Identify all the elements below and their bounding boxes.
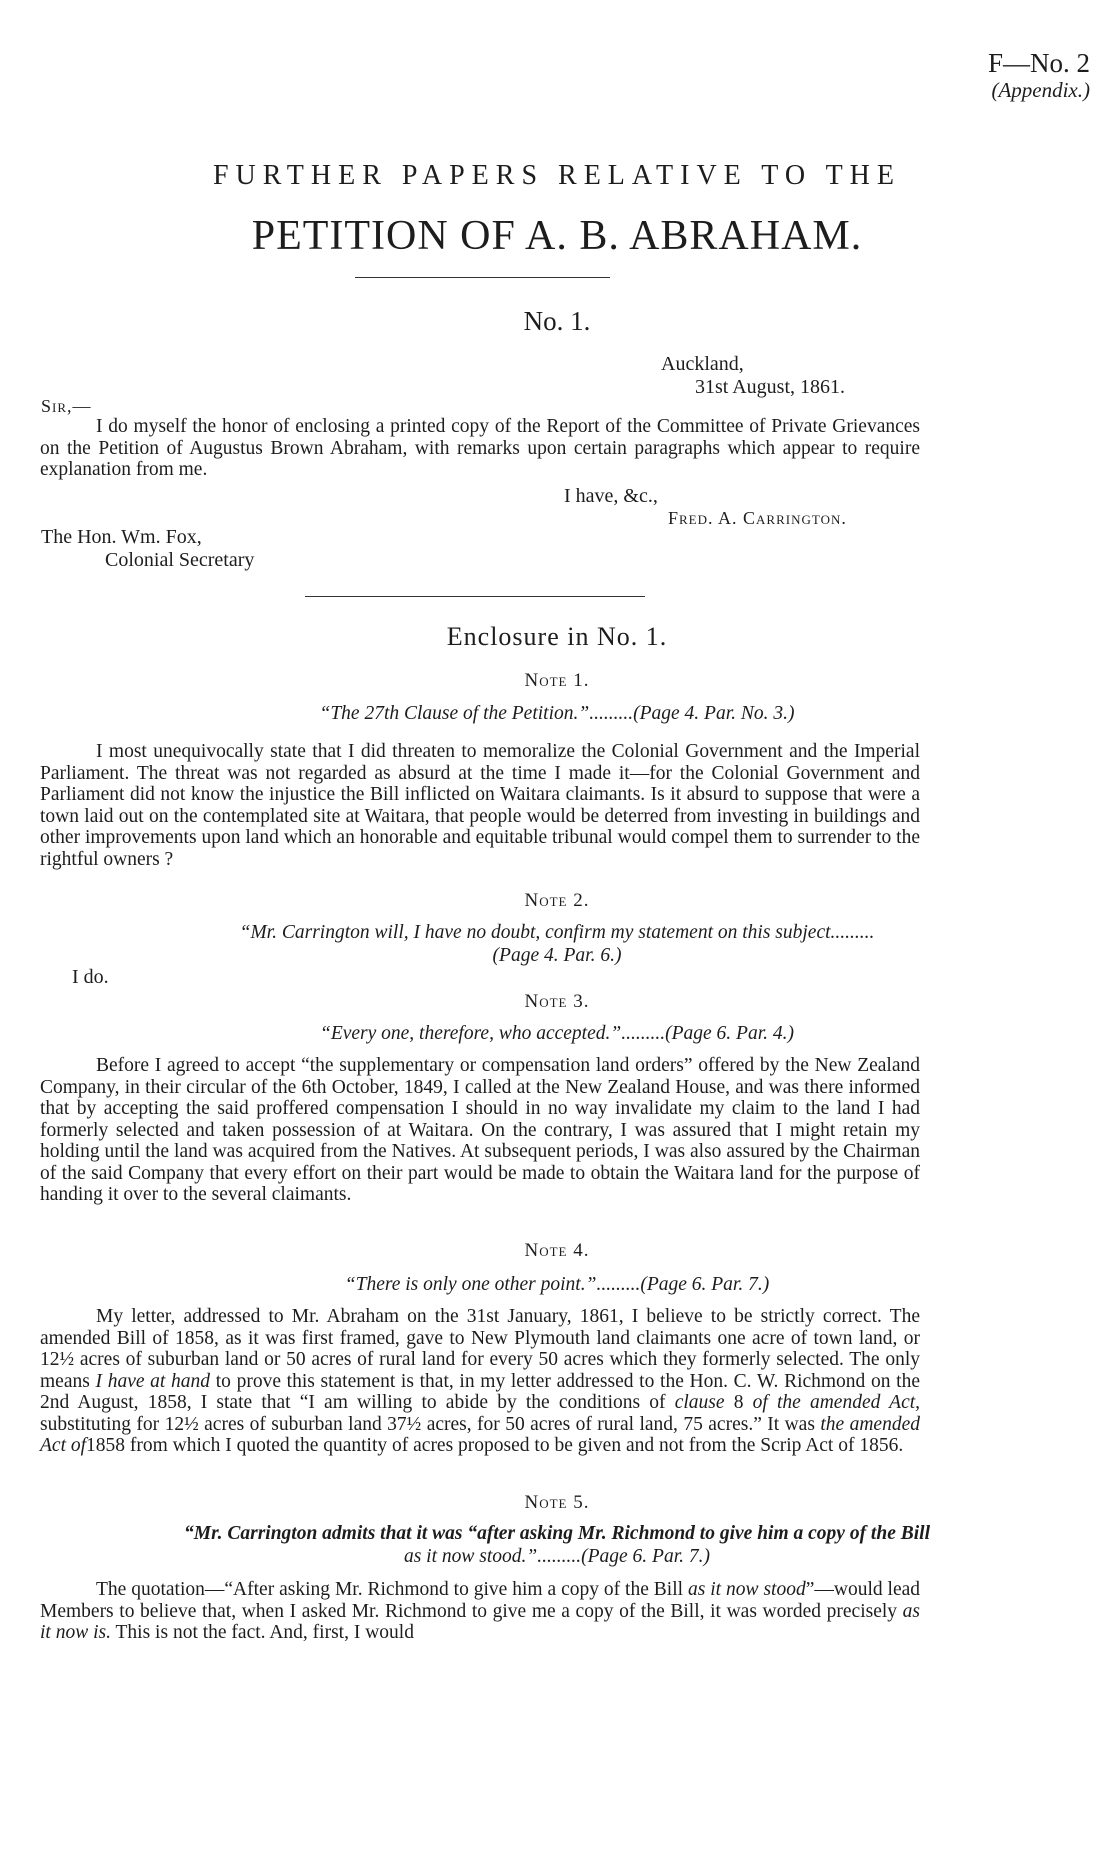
note-2-quote: “Mr. Carrington will, I have no doubt, confirm my statement on this subject.........	[239, 922, 875, 943]
note-2-text: I do.	[72, 966, 109, 988]
note-4-body	[40, 1306, 920, 1457]
letter-body	[40, 416, 920, 481]
note-1-label: Note 1.	[524, 670, 590, 691]
note-1-quote-text: “The 27th Clause of the Petition.”.........	[319, 703, 634, 724]
note-5-body	[40, 1579, 920, 1644]
note-5-emphasis-2: as it now is.	[40, 1600, 920, 1643]
note-4-quote-text: “There is only one other point.”.........	[344, 1274, 641, 1295]
page-title: PETITION OF A. B. ABRAHAM.	[251, 213, 863, 259]
note-5-text-1: The quotation—“After asking Mr. Richmond to give him a copy of the Bill	[96, 1579, 684, 1600]
addressee-line-1: The Hon. Wm. Fox,	[41, 526, 202, 548]
addressee-line-2: Colonial Secretary	[105, 549, 255, 571]
letter-place: Auckland,	[661, 353, 744, 375]
letter-salutation: Sir,—	[41, 396, 92, 416]
section-divider	[305, 596, 645, 597]
letter-date: 31st August, 1861.	[695, 376, 846, 398]
appendix-label: (Appendix.)	[991, 78, 1090, 102]
note-4-emphasis-3: of the amended Act,	[752, 1392, 921, 1413]
note-4-label: Note 4.	[524, 1240, 590, 1261]
note-4-ref: (Page 6. Par. 7.)	[640, 1274, 770, 1295]
note-4-text-4: substituting for 12½ acres of suburban land 37½ acres, for 50 acres of rural land, 75 acres.” It was	[40, 1413, 815, 1435]
letter-closing: I have, &c.,	[564, 485, 658, 507]
note-1-quote	[0, 703, 1114, 725]
note-3-quote	[0, 1023, 1114, 1045]
note-1-ref: (Page 4. Par. No. 3.)	[633, 703, 795, 724]
note-3-label: Note 3.	[524, 991, 590, 1012]
note-5-quote-text: as it now stood.”.........	[403, 1546, 582, 1567]
title-divider	[355, 277, 610, 278]
note-4-text-2: to prove this statement is that, in my letter addressed to the Hon. C. W. Richmond on the 2nd August, 1858, I state that “I am willing to abide by the conditions of	[40, 1370, 921, 1413]
document-reference: F—No. 2	[987, 48, 1090, 78]
note-4-quote	[0, 1274, 1114, 1296]
note-2-label: Note 2.	[524, 890, 590, 911]
letter-body-text: I do myself the honor of enclosing a printed copy of the Report of the Committee of Private Grievances on the Petition of Augustus Brown Abraham, with remarks upon certain paragraphs which appear to require explanation from me.	[40, 416, 920, 480]
title-line-1: FURTHER PAPERS RELATIVE TO THE	[212, 160, 902, 191]
note-4-emphasis-2: clause	[674, 1392, 725, 1413]
note-4-text-1: My letter, addressed to Mr. Abraham on the 31st January, 1861, I believe to be strictly correct. The amended Bill of 1858, as it was first framed, gave to New Plymouth land claimants one acre of town land, or 12½ acres of suburban land or 50 acres of rural land for every 50 acres which they formerly selected. The only means	[40, 1306, 920, 1392]
letter-number: No. 1.	[523, 306, 591, 336]
note-3-text: Before I agreed to accept “the supplementary or compensation land orders” offered by the New Zealand Company, in their circular of the 6th October, 1849, I called at the New Zealand House, and was there informed that by accepting the said proffered compensation I should in no way invalidate my claim to the land I had formerly selected and taken possession of at Waitara. On the contrary, I was assured that I might retain my holding until the land was acquired from the Natives. At subsequent periods, I was also assured by the Chairman of the said Company that every effort on their part would be made to obtain the Waitara land for the purpose of handing it over to the several claimants.	[40, 1055, 920, 1205]
note-3-ref: (Page 6. Par. 4.)	[665, 1023, 795, 1044]
note-4-text-5: 1858 from which I quoted the quantity of acres proposed to be given and not from the Scrip Act of 1856.	[86, 1435, 904, 1456]
enclosure-title: Enclosure in No. 1.	[446, 622, 668, 651]
note-5-quote-line-1: “Mr. Carrington admits that it was “after asking Mr. Richmond to give him a copy of the Bill	[184, 1523, 930, 1544]
note-4-emphasis-1: I have at hand	[95, 1370, 211, 1392]
note-5-text-3: This is not the fact. And, first, I would	[115, 1622, 414, 1643]
note-4-text-3: 8	[733, 1392, 744, 1413]
note-1-body	[40, 741, 920, 870]
note-2-ref: (Page 4. Par. 6.)	[492, 945, 622, 966]
letter-signature: Fred. A. Carrington.	[668, 508, 847, 528]
note-5-ref: (Page 6. Par. 7.)	[581, 1546, 711, 1567]
note-3-quote-text: “Every one, therefore, who accepted.”.........	[319, 1023, 666, 1044]
note-4-emphasis-4: the amended Act of	[40, 1413, 920, 1456]
note-5-quote-line-2	[0, 1546, 1114, 1568]
note-1-text: I most unequivocally state that I did threaten to memoralize the Colonial Government and the Imperial Parliament. The threat was not regarded as absurd at the time I made it—for the Colonial Government and Parliament did not know the injustice the Bill inflicted on Waitara claimants. Is it absurd to suppose that were a town laid out on the contemplated site at Waitara, that people would be deterred from investing in buildings and other improvements upon land which an honorable and equitable tribunal would compel them to surrender to the rightful owners ?	[40, 741, 920, 870]
note-5-label: Note 5.	[524, 1492, 590, 1513]
note-5-emphasis-1: as it now stood	[688, 1579, 806, 1600]
note-3-body	[40, 1055, 920, 1206]
note-5-text-2: ”—would lead Members to believe that, when I asked Mr. Richmond to give me a copy of the Bill, it was worded precisely	[40, 1579, 921, 1622]
